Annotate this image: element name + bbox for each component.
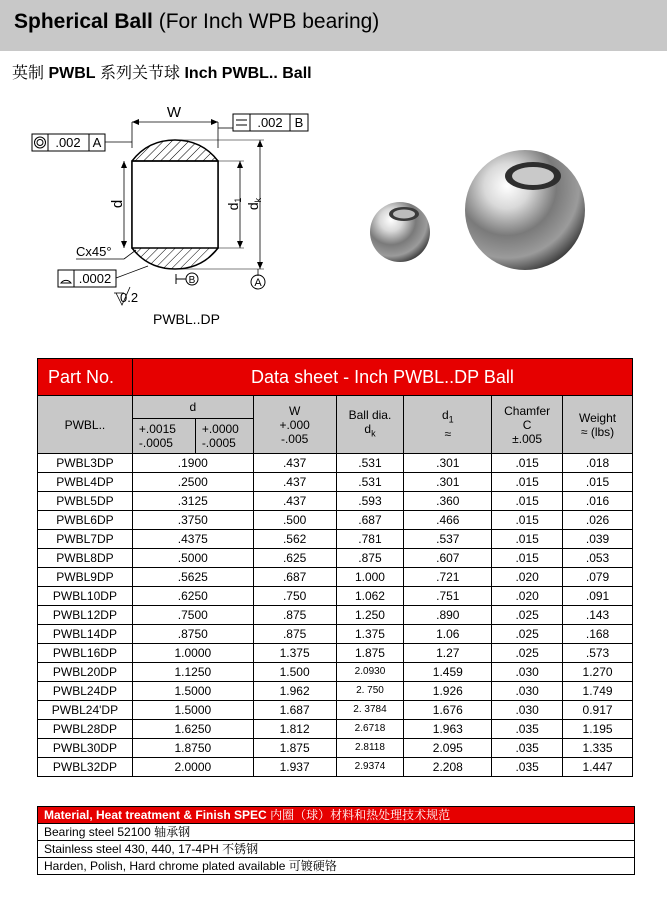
table-row (38, 511, 633, 530)
table-cell: 1.375 (336, 625, 404, 644)
spec-header-bold: Material, Heat treatment & Finish SPEC (44, 808, 267, 822)
table-row (38, 454, 633, 473)
table-cell: .875 (253, 625, 336, 644)
table-cell: .035 (492, 758, 563, 777)
table-cell: .5000 (132, 549, 253, 568)
table-cell: 1.1250 (132, 663, 253, 682)
table-cell: .301 (404, 454, 492, 473)
table-cell: .7500 (132, 606, 253, 625)
table-header-row (38, 359, 633, 396)
table-cell: 2.208 (404, 758, 492, 777)
table-cell: .015 (492, 530, 563, 549)
table-cell: .750 (253, 587, 336, 606)
table-cell: .687 (253, 568, 336, 587)
table-cell: 2.095 (404, 739, 492, 758)
table-cell: .573 (563, 644, 633, 663)
table-cell: .625 (253, 549, 336, 568)
table-cell: .875 (336, 549, 404, 568)
table-cell: 1.0000 (132, 644, 253, 663)
table-cell: 2.9374 (336, 758, 404, 777)
table-cell: PWBL30DP (38, 739, 133, 758)
table-cell: .781 (336, 530, 404, 549)
table-cell: 0.917 (563, 701, 633, 720)
table-cell: .168 (563, 625, 633, 644)
page-title (14, 10, 379, 34)
table-cell: 1.937 (253, 758, 336, 777)
concentric-tol-value: .002 (55, 135, 81, 150)
table-cell: PWBL3DP (38, 454, 133, 473)
table-cell: .437 (253, 454, 336, 473)
table-cell: .015 (563, 473, 633, 492)
spec-box (37, 806, 635, 875)
subtitle (12, 60, 312, 83)
table-cell: 1.375 (253, 644, 336, 663)
table-cell: 1.749 (563, 682, 633, 701)
profile-tol-value: .0002 (78, 271, 112, 286)
part-no-header: Part No. (38, 359, 133, 396)
table-cell: PWBL32DP (38, 758, 133, 777)
table-cell: 1.963 (404, 720, 492, 739)
table-row (38, 682, 633, 701)
col-d-tol2: +.0000 -.0005 (195, 419, 253, 454)
data-sheet-table (37, 358, 633, 777)
subtitle-bold2: Inch PWBL.. Ball (184, 65, 312, 82)
subtitle-bold1: PWBL (48, 65, 96, 82)
table-cell: .025 (492, 644, 563, 663)
table-cell: PWBL8DP (38, 549, 133, 568)
col-ball-header: Ball dia. $d_k$ (336, 396, 404, 454)
table-row (38, 606, 633, 625)
small-ball-icon (370, 202, 430, 262)
table-cell: PWBL24'DP (38, 701, 133, 720)
table-cell: PWBL9DP (38, 568, 133, 587)
table-cell: .020 (492, 568, 563, 587)
table-cell: .531 (336, 473, 404, 492)
table-cell: .015 (492, 492, 563, 511)
table-cell: 2.8118 (336, 739, 404, 758)
table-cell: .437 (253, 492, 336, 511)
table-cell: 2.0000 (132, 758, 253, 777)
table-cell: 1.8750 (132, 739, 253, 758)
table-cell: .721 (404, 568, 492, 587)
table-row (38, 720, 633, 739)
table-cell: 1.195 (563, 720, 633, 739)
spec-header (38, 807, 634, 823)
table-cell: 1.000 (336, 568, 404, 587)
table-row (38, 758, 633, 777)
table-cell: 1.875 (253, 739, 336, 758)
table-cell: .562 (253, 530, 336, 549)
table-cell: 1.875 (336, 644, 404, 663)
table-cell: 1.270 (563, 663, 633, 682)
table-cell: .143 (563, 606, 633, 625)
d1-dim-label: $d_1$ (225, 197, 243, 211)
title-bar (0, 0, 667, 51)
table-cell: .079 (563, 568, 633, 587)
spec-line: Stainless steel 430, 440, 17-4PH 不锈钢 (38, 840, 634, 857)
subtitle-cn1: 英制 (12, 65, 49, 82)
table-cell: 2. 3784 (336, 701, 404, 720)
table-cell: .1900 (132, 454, 253, 473)
concentric-tol-ref: A (92, 135, 102, 150)
table-row (38, 473, 633, 492)
table-cell: PWBL14DP (38, 625, 133, 644)
table-cell: .751 (404, 587, 492, 606)
table-row (38, 587, 633, 606)
table-cell: 1.250 (336, 606, 404, 625)
table-cell: PWBL5DP (38, 492, 133, 511)
datum-a-label: A (254, 277, 262, 289)
table-cell: .016 (563, 492, 633, 511)
large-ball-icon (465, 150, 585, 270)
datum-b-label: B (188, 275, 196, 286)
spec-line: Harden, Polish, Hard chrome plated available 可镀硬铬 (38, 857, 634, 874)
table-cell: .6250 (132, 587, 253, 606)
table-cell: .890 (404, 606, 492, 625)
table-cell: 1.926 (404, 682, 492, 701)
table-row (38, 739, 633, 758)
parallel-tol-ref: B (294, 115, 304, 130)
table-row (38, 549, 633, 568)
table-cell: .875 (253, 606, 336, 625)
table-cell: 1.676 (404, 701, 492, 720)
col-d1-header: $d_1$ ≈ (404, 396, 492, 454)
table-cell: .301 (404, 473, 492, 492)
drawing-model-label: PWBL..DP (153, 311, 220, 327)
table-row (38, 644, 633, 663)
table-cell: 2.0930 (336, 663, 404, 682)
column-header-row (38, 396, 633, 419)
table-cell: PWBL12DP (38, 606, 133, 625)
table-cell: .607 (404, 549, 492, 568)
table-cell: 1.459 (404, 663, 492, 682)
subtitle-cn2: 系列关节球 (95, 65, 185, 82)
table-cell: .593 (336, 492, 404, 511)
table-cell: 1.062 (336, 587, 404, 606)
table-cell: 2. 750 (336, 682, 404, 701)
table-row (38, 625, 633, 644)
table-cell: PWBL24DP (38, 682, 133, 701)
table-cell: PWBL7DP (38, 530, 133, 549)
page-title-rest: (For Inch WPB bearing) (152, 10, 380, 33)
table-row (38, 492, 633, 511)
table-cell: 1.500 (253, 663, 336, 682)
table-row (38, 663, 633, 682)
table-cell: .500 (253, 511, 336, 530)
table-cell: .2500 (132, 473, 253, 492)
page-title-bold: Spherical Ball (14, 10, 153, 33)
table-cell: .3125 (132, 492, 253, 511)
table-row (38, 701, 633, 720)
table-cell: .8750 (132, 625, 253, 644)
dk-dim-label: $d_k$ (245, 197, 263, 211)
col-w-header: W +.000 -.005 (253, 396, 336, 454)
table-cell: .030 (492, 682, 563, 701)
spec-line: Bearing steel 52100 轴承钢 (38, 823, 634, 840)
table-cell: .015 (492, 454, 563, 473)
spec-header-cn: 内圈（球）材料和热处理技术规范 (266, 808, 451, 822)
table-cell: .466 (404, 511, 492, 530)
table-cell: .030 (492, 663, 563, 682)
table-cell: 1.5000 (132, 701, 253, 720)
table-row (38, 530, 633, 549)
table-cell: .360 (404, 492, 492, 511)
table-cell: .537 (404, 530, 492, 549)
technical-drawing (28, 98, 338, 338)
table-cell: .437 (253, 473, 336, 492)
table-cell: 1.5000 (132, 682, 253, 701)
col-d-tol1: +.0015 -.0005 (132, 419, 195, 454)
table-cell: 1.6250 (132, 720, 253, 739)
table-cell: .035 (492, 720, 563, 739)
ball-photos (360, 146, 620, 276)
w-dim-label: W (166, 104, 182, 121)
table-cell: .020 (492, 587, 563, 606)
table-cell: .5625 (132, 568, 253, 587)
table-cell: 1.447 (563, 758, 633, 777)
table-cell: .3750 (132, 511, 253, 530)
table-cell: PWBL4DP (38, 473, 133, 492)
table-cell: .091 (563, 587, 633, 606)
table-cell: .4375 (132, 530, 253, 549)
col-weight-header: Weight ≈ (lbs) (563, 396, 633, 454)
table-cell: .015 (492, 549, 563, 568)
table-cell: .030 (492, 701, 563, 720)
col-d-header: d (132, 396, 253, 419)
parallel-tol-value: .002 (257, 115, 283, 130)
d-dim-label: d (109, 199, 126, 209)
table-cell: PWBL28DP (38, 720, 133, 739)
table-cell: .053 (563, 549, 633, 568)
table-cell: 2.6718 (336, 720, 404, 739)
table-cell: 1.06 (404, 625, 492, 644)
table-cell: PWBL16DP (38, 644, 133, 663)
table-cell: .035 (492, 739, 563, 758)
table-cell: .687 (336, 511, 404, 530)
table-cell: PWBL10DP (38, 587, 133, 606)
table-cell: 1.335 (563, 739, 633, 758)
col-pwbl-header: PWBL.. (38, 396, 133, 454)
table-cell: 1.27 (404, 644, 492, 663)
table-cell: .026 (563, 511, 633, 530)
table-cell: .015 (492, 473, 563, 492)
table-cell: 1.812 (253, 720, 336, 739)
table-cell: .025 (492, 606, 563, 625)
table-cell: PWBL6DP (38, 511, 133, 530)
table-cell: .018 (563, 454, 633, 473)
table-cell: 1.962 (253, 682, 336, 701)
table-cell: .039 (563, 530, 633, 549)
roughness-label: 0.2 (120, 290, 139, 305)
table-body (38, 454, 633, 777)
table-cell: .025 (492, 625, 563, 644)
chamfer-label: Cx45° (76, 244, 112, 259)
table-cell: .015 (492, 511, 563, 530)
table-cell: .531 (336, 454, 404, 473)
data-sheet-header: Data sheet - Inch PWBL..DP Ball (132, 359, 632, 396)
col-chamfer-header: Chamfer C ±.005 (492, 396, 563, 454)
table-cell: 1.687 (253, 701, 336, 720)
table-cell: PWBL20DP (38, 663, 133, 682)
table-row (38, 568, 633, 587)
